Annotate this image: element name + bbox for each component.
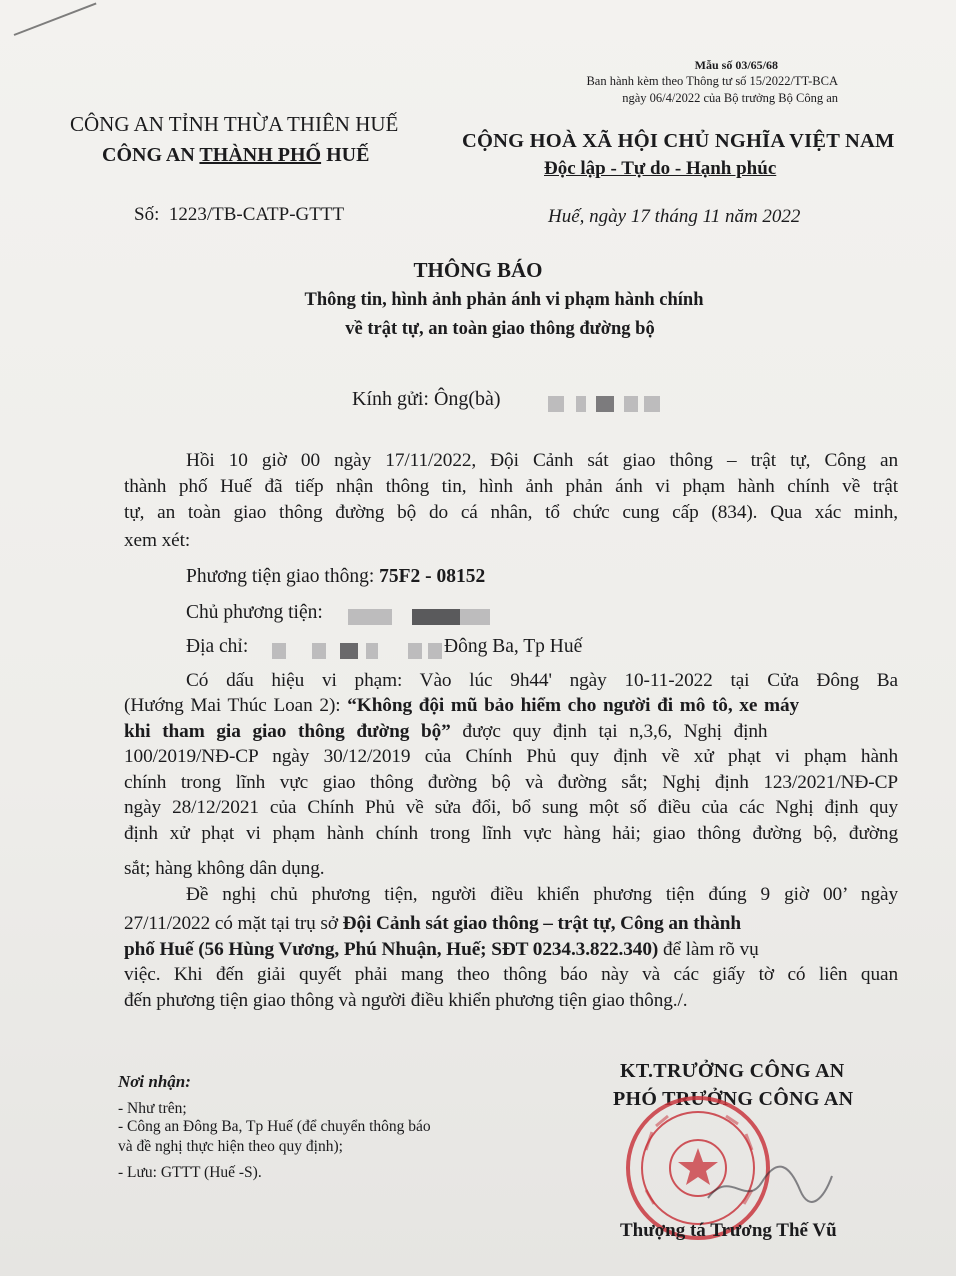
violation-line: ngày 28/12/2021 của Chính Phủ về sửa đổi, bổ sung một số điều của các Nghị định quy xyxy=(124,797,898,818)
violation-line: sắt; hàng không dân dụng. xyxy=(124,858,325,879)
violation-line: Có dấu hiệu vi phạm: Vào lúc 9h44' ngày 10-11-2022 tại Cửa Đông Ba xyxy=(186,670,898,691)
violation-line: định xử phạt vi phạm hành chính trong lĩnh vực hàng hải; giao thông đường bộ, đường xyxy=(124,823,898,844)
form-issued-with: Ban hành kèm theo Thông tư số 15/2022/TT-BCA xyxy=(586,74,838,88)
request-line: đến phương tiện giao thông và người điều khiển phương tiện giao thông./. xyxy=(124,990,688,1011)
document-title: THÔNG BÁO xyxy=(413,258,543,282)
intro-line: tự, an toàn giao thông đường bộ do cá nhân, tổ chức cung cấp (834). Qua xác minh, xyxy=(124,502,898,523)
redaction-block xyxy=(340,643,358,659)
redaction-block xyxy=(548,396,564,412)
recipient-item: - Công an Đông Ba, Tp Huế (để chuyển thông báo xyxy=(118,1118,431,1135)
addressee-label: Kính gửi: Ông(bà) xyxy=(352,388,501,410)
document-number: Số: 1223/TB-CATP-GTTT xyxy=(134,204,345,225)
redaction-block xyxy=(624,396,638,412)
national-motto: Độc lập - Tự do - Hạnh phúc xyxy=(544,158,777,179)
redaction-block xyxy=(596,396,614,412)
violation-line: chính trong lĩnh vực giao thông đường bộ và đường sắt; Nghị định 123/2021/NĐ-CP xyxy=(124,772,898,793)
redaction-block xyxy=(644,396,660,412)
document-subtitle-1: Thông tin, hình ảnh phản ánh vi phạm hành chính xyxy=(304,290,704,310)
recipient-item: và đề nghị thực hiện theo quy định); xyxy=(118,1138,343,1155)
redaction-block xyxy=(272,643,286,659)
nation-heading: CỘNG HOÀ XÃ HỘI CHỦ NGHĨA VIỆT NAM xyxy=(462,130,895,152)
signature-position-2: PHÓ TRƯỞNG CÔNG AN xyxy=(613,1088,854,1110)
request-line: 27/11/2022 có mặt tại trụ sở Đội Cảnh sát giao thông – trật tự, Công an thành xyxy=(124,913,742,934)
request-line: việc. Khi đến giải quyết phải mang theo thông báo này và các giấy tờ có liên quan xyxy=(124,964,898,985)
pen-mark xyxy=(14,3,97,36)
redaction-block xyxy=(366,643,378,659)
redaction-block xyxy=(412,609,460,625)
agency-parent: CÔNG AN TỈNH THỪA THIÊN HUẾ xyxy=(70,112,399,136)
vehicle-field: Phương tiện giao thông: 75F2 - 08152 xyxy=(186,566,486,587)
recipients-title: Nơi nhận: xyxy=(118,1072,191,1091)
redaction-block xyxy=(312,643,326,659)
recipient-item: - Như trên; xyxy=(118,1100,187,1117)
intro-line: xem xét: xyxy=(124,530,191,551)
signature-position-1: KT.TRƯỞNG CÔNG AN xyxy=(620,1060,845,1082)
form-issued-date: ngày 06/4/2022 của Bộ trưởng Bộ Công an xyxy=(622,91,838,105)
redaction-block xyxy=(576,396,586,412)
address-value: Đông Ba, Tp Huế xyxy=(444,636,583,657)
violation-line: (Hướng Mai Thúc Loan 2): “Không đội mũ bảo hiểm cho người đi mô tô, xe máy xyxy=(124,695,800,716)
violation-line: khi tham gia giao thông đường bộ” được quy định tại n,3,6, Nghị định xyxy=(124,721,768,742)
request-line: phố Huế (56 Hùng Vương, Phú Nhuận, Huế; SĐT 0234.3.822.340) để làm rõ vụ xyxy=(124,939,759,960)
intro-line: Hồi 10 giờ 00 ngày 17/11/2022, Đội Cảnh sát giao thông – trật tự, Công an xyxy=(186,450,898,471)
redaction-block xyxy=(428,643,442,659)
request-line: Đề nghị chủ phương tiện, người điều khiển phương tiện đúng 9 giờ 00’ ngày xyxy=(186,884,898,905)
redaction-block xyxy=(408,643,422,659)
form-number: Mẫu số 03/65/68 xyxy=(694,58,778,72)
redaction-block xyxy=(348,609,392,625)
agency-name: CÔNG AN THÀNH PHỐ HUẾ xyxy=(102,144,370,166)
handwritten-signature xyxy=(700,1158,840,1218)
address-field: Địa chỉ: xyxy=(186,636,249,657)
place-date: Huế, ngày 17 tháng 11 năm 2022 xyxy=(548,206,801,227)
intro-line: thành phố Huế đã tiếp nhận thông tin, hình ảnh phản ánh vi phạm hành chính về trật xyxy=(124,476,898,497)
signer-name: Thượng tá Trương Thế Vũ xyxy=(620,1220,837,1241)
owner-field: Chủ phương tiện: xyxy=(186,602,323,623)
recipient-item: - Lưu: GTTT (Huế -S). xyxy=(118,1164,262,1181)
violation-line: 100/2019/NĐ-CP ngày 30/12/2019 của Chính Phủ quy định về xử phạt vi phạm hành xyxy=(124,746,898,767)
redaction-block xyxy=(460,609,490,625)
document-subtitle-2: về trật tự, an toàn giao thông đường bộ xyxy=(345,319,655,339)
